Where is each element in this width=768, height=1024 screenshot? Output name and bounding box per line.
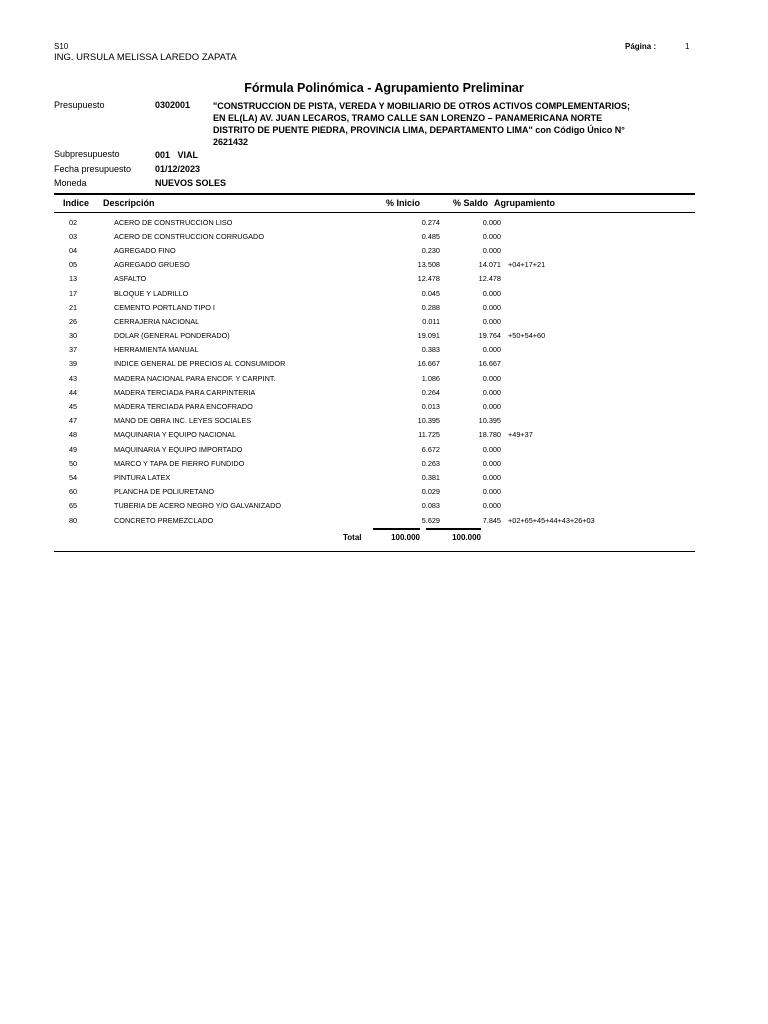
table-row [54, 513, 595, 527]
table-row [54, 442, 595, 456]
row-descripcion: AGREGADO GRUESO [114, 260, 190, 270]
row-saldo: 0.000 [482, 245, 501, 255]
row-agrupamiento [501, 499, 595, 513]
table-row [54, 272, 595, 286]
row-descripcion: MADERA TERCIADA PARA CARPINTERIA [114, 387, 256, 397]
row-indice: 30 [69, 331, 78, 341]
row-descripcion: CONCRETO PREMEZCLADO [114, 515, 214, 525]
row-agrupamiento [501, 229, 595, 243]
row-inicio: 0.013 [421, 402, 440, 412]
page-label: Página : [625, 42, 657, 51]
table-row [54, 456, 595, 470]
row-descripcion: ASFALTO [114, 274, 147, 284]
page-title: Fórmula Polinómica - Agrupamiento Preliminar [244, 81, 524, 95]
row-inicio: 0.485 [421, 231, 440, 241]
report-author: ING. URSULA MELISSA LAREDO ZAPATA [54, 52, 237, 63]
row-saldo: 0.000 [482, 217, 501, 227]
table-header-rule [54, 212, 695, 213]
row-inicio: 0.274 [421, 217, 440, 227]
row-descripcion: PLANCHA DE POLIURETANO [114, 487, 215, 497]
row-saldo: 0.000 [482, 345, 501, 355]
row-saldo: 0.000 [482, 472, 501, 482]
row-indice: 02 [69, 217, 78, 227]
total-saldo-rule [426, 528, 481, 530]
header-descripcion: Descripción [103, 198, 155, 208]
row-indice: 04 [69, 245, 78, 255]
row-indice: 80 [69, 515, 78, 525]
row-saldo: 0.000 [482, 288, 501, 298]
table-row [54, 499, 595, 513]
row-saldo: 10.395 [478, 416, 501, 426]
row-descripcion: TUBERIA DE ACERO NEGRO Y/O GALVANIZADO [114, 501, 282, 511]
row-descripcion: BLOQUE Y LADRILLO [114, 288, 189, 298]
row-descripcion: MANO DE OBRA INC. LEYES SOCIALES [114, 416, 252, 426]
row-agrupamiento: +49+37 [508, 430, 533, 440]
row-inicio: 1.086 [421, 373, 440, 383]
subpresupuesto-label: Subpresupuesto [54, 149, 120, 159]
fecha-value: 01/12/2023 [155, 164, 201, 174]
table-row [54, 485, 595, 499]
row-saldo: 0.000 [482, 458, 501, 468]
row-indice: 60 [69, 487, 78, 497]
row-indice: 43 [69, 373, 78, 383]
row-inicio: 12.478 [417, 274, 440, 284]
row-agrupamiento [501, 272, 595, 286]
row-agrupamiento: +04+17+21 [508, 260, 546, 270]
presupuesto-code: 0302001 [155, 100, 191, 110]
row-descripcion: AGREGADO FINO [114, 245, 176, 255]
row-saldo: 16.667 [478, 359, 501, 369]
row-descripcion: MARCO Y TAPA DE FIERRO FUNDIDO [114, 458, 245, 468]
row-agrupamiento: +50+54+60 [508, 331, 546, 341]
subpresupuesto-value: 001 VIAL [155, 150, 199, 160]
row-saldo: 14.071 [478, 260, 501, 270]
moneda-value: NUEVOS SOLES [155, 178, 227, 188]
row-saldo: 18.780 [478, 430, 501, 440]
row-agrupamiento [501, 385, 595, 399]
row-inicio: 0.029 [421, 487, 440, 497]
row-inicio: 0.011 [422, 316, 440, 326]
presupuesto-description: "CONSTRUCCION DE PISTA, VEREDA Y MOBILIARIO DE OTROS ACTIVOS COMPLEMENTARIOS; EN EL(LA) AV. JUAN LECAROS, TRAMO CALLE SAN LORENZO – PANAMERICANA NORTE DISTRITO DE PUENTE PIEDRA, PROVINCIA LIMA, DEPARTAMENTO LIMA" con Código Único N° 2621432 [213, 101, 630, 147]
row-inicio: 19.091 [417, 331, 440, 341]
row-indice: 37 [69, 345, 78, 355]
row-agrupamiento [501, 371, 595, 385]
header-saldo: % Saldo [453, 198, 489, 208]
table-row [54, 314, 595, 328]
row-agrupamiento [501, 243, 595, 257]
row-indice: 13 [69, 274, 78, 284]
total-inicio-rule [373, 528, 420, 530]
row-inicio: 0.381 [421, 472, 440, 482]
row-inicio: 13.508 [417, 260, 440, 270]
polynomial-table [54, 215, 595, 527]
row-saldo: 0.000 [482, 231, 501, 241]
row-indice: 45 [69, 402, 78, 412]
row-saldo: 0.000 [482, 444, 501, 454]
row-descripcion: DOLAR (GENERAL PONDERADO) [114, 331, 230, 341]
row-inicio: 0.383 [421, 345, 440, 355]
row-inicio: 0.083 [421, 501, 440, 511]
row-indice: 65 [69, 501, 78, 511]
row-agrupamiento [501, 343, 595, 357]
table-row [54, 243, 595, 257]
row-descripcion: ACERO DE CONSTRUCCION LISO [114, 217, 233, 227]
presupuesto-label: Presupuesto [54, 100, 105, 110]
row-indice: 17 [69, 288, 78, 298]
page-number: 1 [685, 42, 690, 51]
table-bottom-rule [54, 551, 695, 552]
row-saldo: 19.764 [478, 331, 501, 341]
row-agrupamiento [501, 470, 595, 484]
row-agrupamiento [501, 357, 595, 371]
table-row [54, 428, 595, 442]
row-descripcion: MADERA TERCIADA PARA ENCOFRADO [114, 402, 253, 412]
total-inicio: 100.000 [391, 533, 420, 542]
row-saldo: 0.000 [482, 501, 501, 511]
row-indice: 47 [69, 416, 78, 426]
table-row [54, 229, 595, 243]
row-descripcion: CEMENTO PORTLAND TIPO I [114, 302, 215, 312]
row-inicio: 0.045 [421, 288, 440, 298]
total-label: Total [343, 533, 362, 542]
row-descripcion: MAQUINARIA Y EQUIPO IMPORTADO [114, 444, 243, 454]
table-row [54, 385, 595, 399]
row-descripcion: INDICE GENERAL DE PRECIOS AL CONSUMIDOR [114, 359, 286, 369]
row-indice: 21 [69, 302, 78, 312]
row-inicio: 6.672 [421, 444, 440, 454]
header-indice: Indice [63, 198, 90, 208]
row-indice: 54 [69, 472, 78, 482]
row-indice: 26 [69, 316, 78, 326]
table-top-rule [54, 193, 695, 195]
total-saldo: 100.000 [452, 533, 481, 542]
table-row [54, 343, 595, 357]
row-agrupamiento [501, 414, 595, 428]
row-saldo: 7.845 [482, 515, 501, 525]
table-row [54, 414, 595, 428]
row-indice: 48 [69, 430, 78, 440]
row-agrupamiento [501, 399, 595, 413]
row-inicio: 16.667 [417, 359, 440, 369]
table-row [54, 286, 595, 300]
header-inicio: % Inicio [386, 198, 421, 208]
row-indice: 03 [69, 231, 78, 241]
row-indice: 05 [69, 260, 78, 270]
row-indice: 39 [69, 359, 78, 369]
row-agrupamiento [501, 485, 595, 499]
row-descripcion: MAQUINARIA Y EQUIPO NACIONAL [114, 430, 237, 440]
moneda-label: Moneda [54, 178, 87, 188]
row-inicio: 0.263 [421, 458, 440, 468]
table-row [54, 470, 595, 484]
row-inicio: 0.230 [421, 245, 440, 255]
row-indice: 44 [69, 387, 78, 397]
row-saldo: 0.000 [482, 387, 501, 397]
row-agrupamiento [501, 442, 595, 456]
table-body [54, 215, 595, 527]
row-agrupamiento [501, 314, 595, 328]
row-indice: 50 [69, 458, 78, 468]
row-descripcion: PINTURA LATEX [114, 472, 171, 482]
row-agrupamiento [501, 215, 595, 229]
header-agrupamiento: Agrupamiento [494, 198, 556, 208]
fecha-label: Fecha presupuesto [54, 164, 132, 174]
row-saldo: 0.000 [482, 487, 501, 497]
row-descripcion: MADERA NACIONAL PARA ENCOF. Y CARPINT. [114, 373, 276, 383]
row-saldo: 0.000 [482, 402, 501, 412]
table-row [54, 258, 595, 272]
row-saldo: 12.478 [478, 274, 501, 284]
row-agrupamiento: +02+65+45+44+43+26+03 [508, 515, 595, 525]
row-agrupamiento [501, 286, 595, 300]
row-descripcion: HERRAMIENTA MANUAL [114, 345, 199, 355]
row-descripcion: ACERO DE CONSTRUCCION CORRUGADO [114, 231, 264, 241]
row-inicio: 10.395 [417, 416, 440, 426]
row-inicio: 11.725 [418, 430, 440, 440]
row-agrupamiento [501, 456, 595, 470]
row-indice: 49 [69, 444, 78, 454]
row-agrupamiento [501, 300, 595, 314]
table-row [54, 329, 595, 343]
row-inicio: 5.629 [421, 515, 440, 525]
table-row [54, 371, 595, 385]
row-saldo: 0.000 [482, 373, 501, 383]
row-inicio: 0.288 [421, 302, 440, 312]
row-descripcion: CERRAJERIA NACIONAL [114, 316, 200, 326]
table-row [54, 399, 595, 413]
report-code: S10 [54, 42, 69, 51]
row-saldo: 0.000 [482, 316, 501, 326]
row-saldo: 0.000 [482, 302, 501, 312]
table-row [54, 300, 595, 314]
table-row [54, 215, 595, 229]
table-row [54, 357, 595, 371]
row-inicio: 0.264 [421, 387, 440, 397]
